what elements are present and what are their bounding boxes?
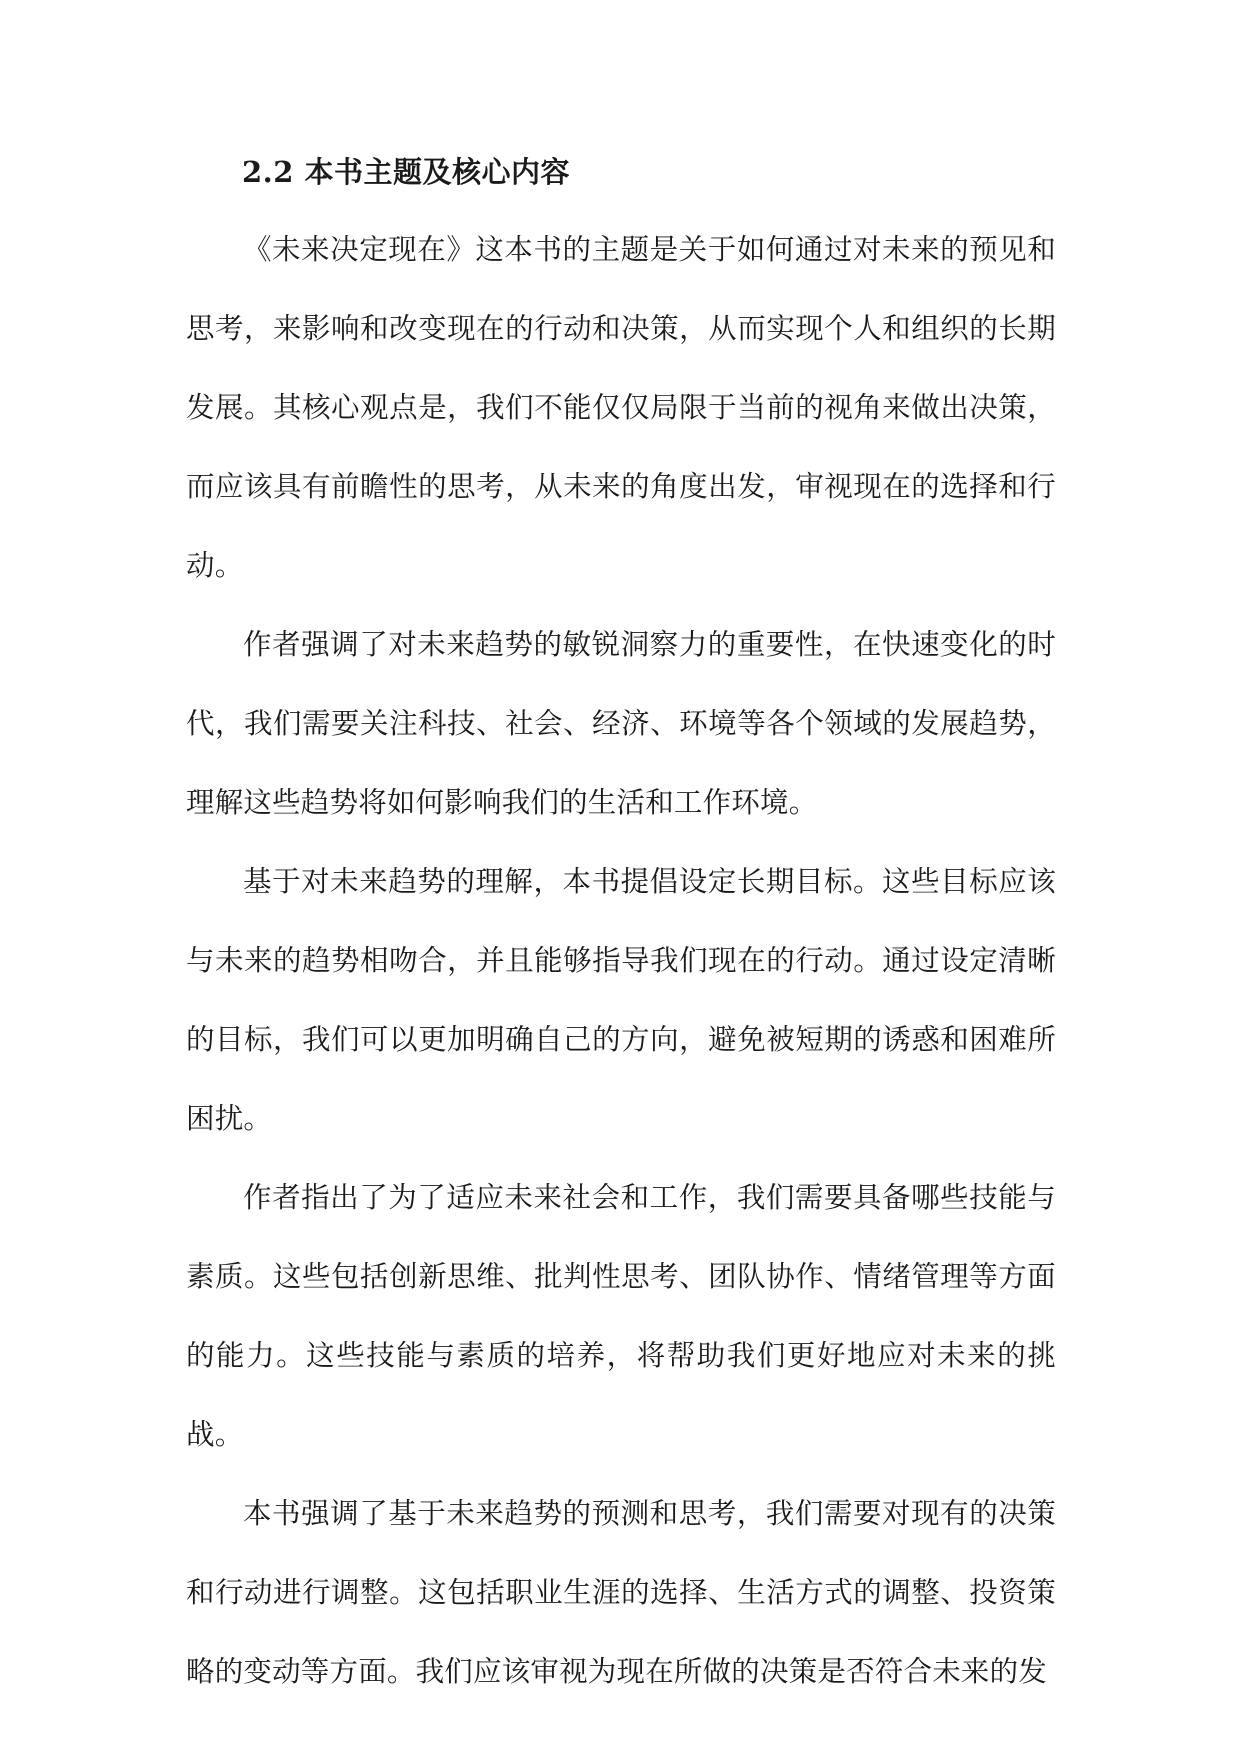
page-content [186,138,1056,1711]
paragraph-skills: 作者指出了为了适应未来社会和工作，我们需要具备哪些技能与素质。这些包括创新思维、批判性思考、团队协作、情绪管理等方面的能力。这些技能与素质的培养，将帮助我们更好地应对未来的挑战。 [186,1181,1056,1451]
paragraph-adjustment: 本书强调了基于未来趋势的预测和思考，我们需要对现有的决策和行动进行调整。这包括职业生涯的选择、生活方式的调整、投资策略的变动等方面。我们应该审视为现在所做的决策是否符合未来的发 [186,1497,1056,1688]
section-heading: 2.2 本书主题及核心内容 [242,155,571,189]
paragraph-theme: 《未来决定现在》这本书的主题是关于如何通过对未来的预见和思考，来影响和改变现在的行动和决策，从而实现个人和组织的长期发展。其核心观点是，我们不能仅仅局限于当前的视角来做出决策，而应该具有前瞻性的思考，从未来的角度出发，审视现在的选择和行动。 [186,233,1056,582]
paragraph-goals: 基于对未来趋势的理解，本书提倡设定长期目标。这些目标应该与未来的趋势相吻合，并且能够指导我们现在的行动。通过设定清晰的目标，我们可以更加明确自己的方向，避免被短期的诱惑和困难所困扰。 [186,865,1056,1135]
paragraph-trends: 作者强调了对未来趋势的敏锐洞察力的重要性，在快速变化的时代，我们需要关注科技、社会、经济、环境等各个领域的发展趋势，理解这些趋势将如何影响我们的生活和工作环境。 [186,628,1056,819]
